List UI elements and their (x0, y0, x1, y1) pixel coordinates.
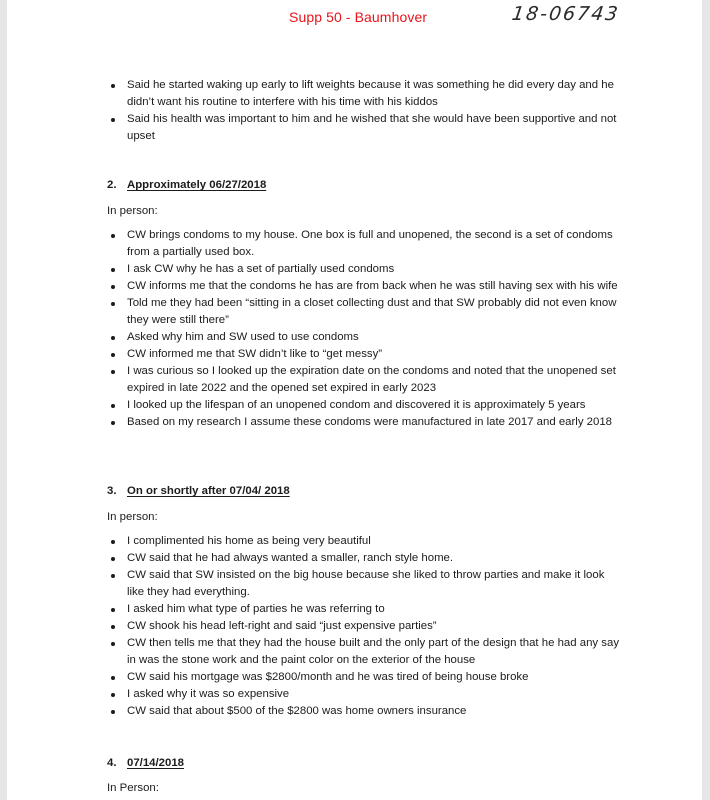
bullet-icon (111, 710, 115, 714)
list-item: CW shook his head left-right and said “just expensive parties” (7, 618, 702, 635)
bullet-icon (111, 676, 115, 680)
list-item: I looked up the lifespan of an unopened condom and discovered it is approximately 5 years (7, 397, 702, 414)
bullet-icon (111, 540, 115, 544)
bullet-icon (111, 118, 115, 122)
section-subheading-4: In Person: (107, 782, 159, 794)
section-2-bullet-list (7, 227, 702, 431)
list-item: Said his health was important to him and he wished that she would have been supportive and not upset (7, 111, 702, 145)
list-item: CW brings condoms to my house. One box is full and unopened, the second is a set of condoms from a partially used box. (7, 227, 702, 261)
list-item: I asked why it was so expensive (7, 686, 702, 703)
bullet-icon (111, 370, 115, 374)
list-item: Asked why him and SW used to use condoms (7, 329, 702, 346)
bullet-icon (111, 693, 115, 697)
list-item: CW said that about $500 of the $2800 was home owners insurance (7, 703, 702, 720)
bullet-icon (111, 574, 115, 578)
section-heading-2: 2. Approximately 06/27/2018 (107, 179, 267, 191)
bullet-icon (111, 84, 115, 88)
section-heading-3: 3. On or shortly after 07/04/ 2018 (107, 485, 290, 497)
list-item: Based on my research I assume these condoms were manufactured in late 2017 and early 2018 (7, 414, 702, 431)
list-item: CW then tells me that they had the house built and the only part of the design that he had any say in was the stone work and the paint color on the exterior of the house (7, 635, 702, 669)
bullet-icon (111, 625, 115, 629)
section-subheading-3: In person: (107, 511, 158, 523)
list-item: CW informs me that the condoms he has are from back when he was still having sex with his wife (7, 278, 702, 295)
list-item: I complimented his home as being very beautiful (7, 533, 702, 550)
bullet-icon (111, 268, 115, 272)
section-date: Approximately 06/27/2018 (127, 179, 267, 191)
bullet-icon (111, 353, 115, 357)
list-item: CW said that he had always wanted a smaller, ranch style home. (7, 550, 702, 567)
list-item: I ask CW why he has a set of partially used condoms (7, 261, 702, 278)
bullet-icon (111, 608, 115, 612)
list-item: I asked him what type of parties he was referring to (7, 601, 702, 618)
bullet-icon (111, 404, 115, 408)
bullet-icon (111, 285, 115, 289)
intro-bullet-list (7, 77, 702, 145)
bullet-icon (111, 302, 115, 306)
list-item: Said he started waking up early to lift weights because it was something he did every day and he didn’t want his routine to interfere with his time with his kiddos (7, 77, 702, 111)
document-page (7, 0, 702, 800)
list-item: Told me they had been “sitting in a closet collecting dust and that SW probably did not even know they were still there” (7, 295, 702, 329)
bullet-icon (111, 642, 115, 646)
handwritten-case-number: 18-06743 (510, 3, 622, 25)
list-item: I was curious so I looked up the expiration date on the condoms and noted that the unopened set expired in late 2022 and the opened set expired in early 2023 (7, 363, 702, 397)
bullet-icon (111, 234, 115, 238)
bullet-icon (111, 557, 115, 561)
list-item: CW informed me that SW didn’t like to “get messy” (7, 346, 702, 363)
section-subheading-2: In person: (107, 205, 158, 217)
bullet-icon (111, 421, 115, 425)
bullet-icon (111, 336, 115, 340)
section-date: 07/14/2018 (127, 757, 185, 769)
section-3-bullet-list (7, 533, 702, 720)
header-label: Supp 50 - Baumhover (289, 9, 428, 25)
section-heading-4: 4. 07/14/2018 (107, 757, 185, 769)
list-item: CW said that SW insisted on the big house because she liked to throw parties and make it look like they had everything. (7, 567, 702, 601)
section-date: On or shortly after 07/04/ 2018 (127, 485, 290, 497)
list-item: CW said his mortgage was $2800/month and he was tired of being house broke (7, 669, 702, 686)
